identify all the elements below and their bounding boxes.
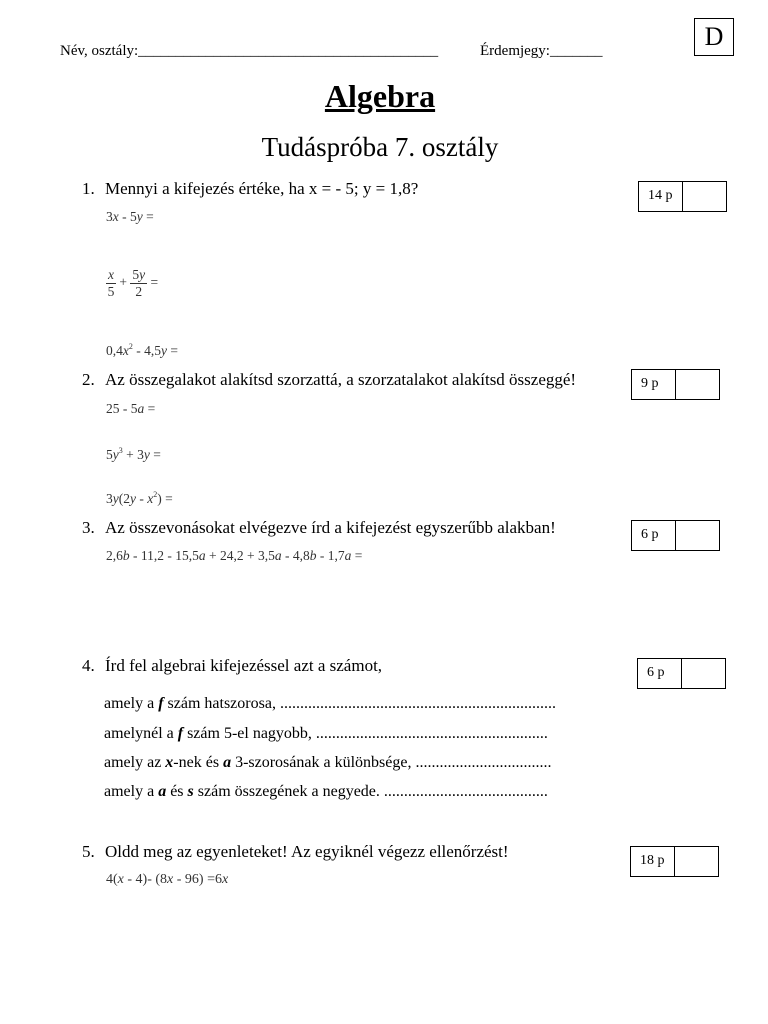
points-box-1 — [638, 181, 727, 212]
question-number-4: 4. — [82, 656, 95, 675]
points-box-4 — [637, 658, 726, 689]
expression-2a: 25 - 5a = — [106, 401, 156, 416]
equation-5a: 4(x - 4)- (8x - 96) =6x — [106, 872, 229, 887]
question-number-3: 3. — [82, 518, 95, 537]
question-number-5: 5. — [82, 842, 95, 861]
question-number-1: 1. — [82, 179, 95, 198]
points-label: 6 p — [638, 659, 682, 688]
fill-line-4[interactable]: amely a a és s szám összegének a negyede. ......................................... — [104, 783, 548, 800]
fill-line-1[interactable]: amely a f szám hatszorosa, ..................................................................... — [104, 695, 556, 712]
question-text-5: Oldd meg az egyenleteket! Az egyiknél végezz ellenőrzést! — [105, 842, 509, 861]
question-text-4: Írd fel algebrai kifejezéssel azt a számot, — [105, 656, 383, 675]
expression-1b: $\frac{x}{5}$ + $\frac{5y}{2}$ = — [107, 267, 159, 299]
question-number-2: 2. — [82, 370, 95, 389]
points-label: 14 p — [639, 182, 683, 211]
points-label: 18 p — [631, 847, 675, 876]
page-subtitle: Tudáspróba 7. osztály — [261, 132, 499, 162]
expression-1a: 3x - 5y = — [106, 209, 154, 224]
grade-field[interactable]: Érdemjegy:_______ — [480, 43, 603, 59]
expression-1c: $0,4x^2 - 4,5y$ = — [106, 342, 178, 358]
name-class-field[interactable]: Név, osztály:________________________________________ — [60, 43, 439, 59]
page-title: Algebra — [324, 78, 436, 114]
expression-2c: $3y(2y - x^2)$ = — [106, 490, 173, 506]
points-box-3 — [631, 520, 720, 551]
points-box-2 — [631, 369, 720, 400]
question-text-1: Mennyi a kifejezés értéke, ha x = - 5; y = 1,8? — [105, 179, 419, 198]
points-label: 6 p — [632, 521, 676, 550]
points-box-5 — [630, 846, 719, 877]
question-text-2: Az összegalakot alakítsd szorzattá, a szorzatalakot alakítsd összeggé! — [105, 370, 577, 389]
question-text-3: Az összevonásokat elvégezve írd a kifejezést egyszerűbb alakban! — [105, 518, 556, 537]
expression-3a: 2,6b - 11,2 - 15,5a + 24,2 + 3,5a - 4,8b - 1,7a = — [106, 548, 363, 563]
variant-box: D — [694, 18, 734, 56]
fill-line-2[interactable]: amelynél a f szám 5-el nagyobb, .......................................................... — [104, 725, 548, 742]
fill-line-3[interactable]: amely az x-nek és a 3-szorosának a különbsége, .................................. — [104, 754, 552, 771]
points-label: 9 p — [632, 370, 676, 399]
expression-2b: $5y^3 + 3y$ = — [106, 446, 161, 462]
